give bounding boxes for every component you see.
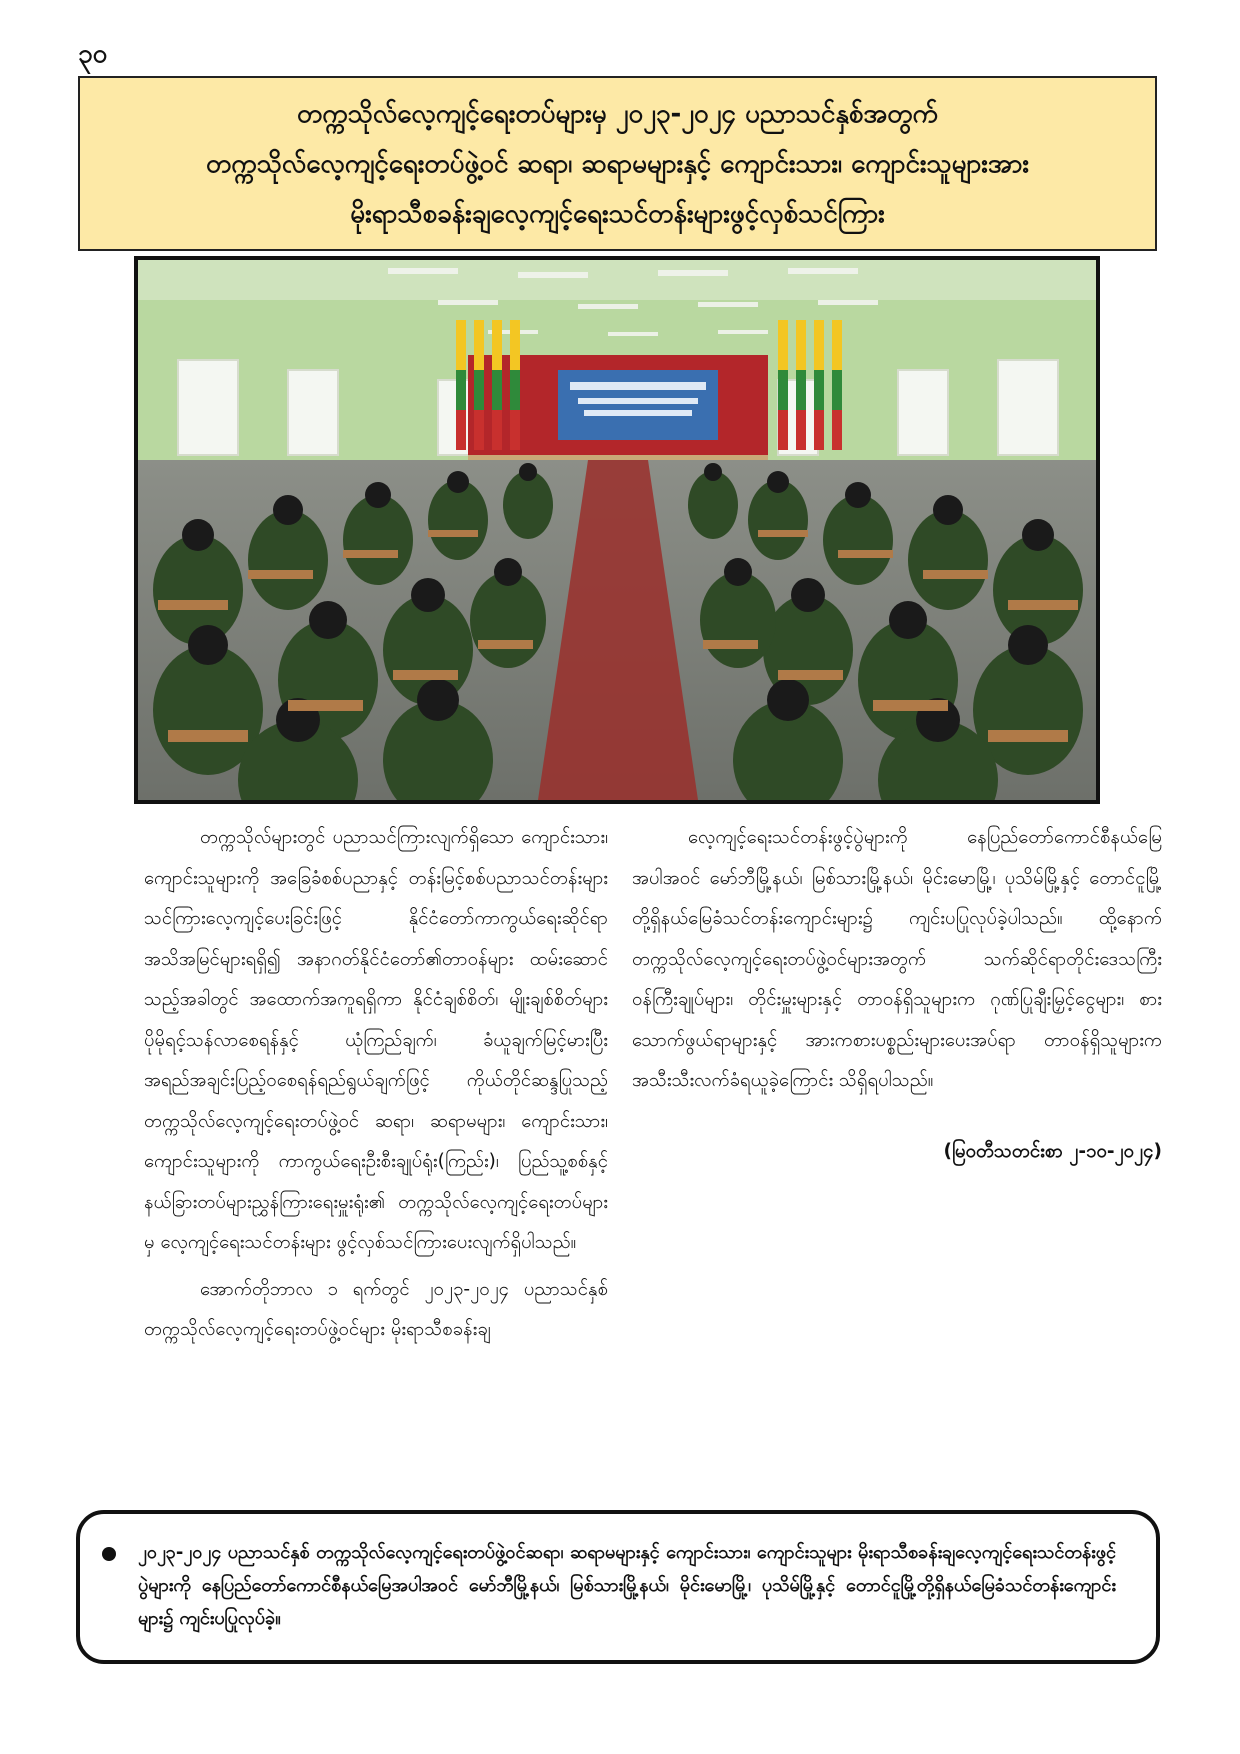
headline-line-1: တက္ကသိုလ်လေ့ကျင့်ရေးတပ်များမှ ၂၀၂၃-၂၀၂၄ ပညာသင်နှစ်အတွက် [296, 98, 938, 129]
event-photo [134, 256, 1100, 804]
news-source-citation: (မြဝတီသတင်းစာ ၂-၁၀-၂၀၂၄) [943, 1140, 1162, 1162]
article-right-column [632, 818, 1162, 1172]
article-left-column [144, 818, 608, 1351]
page-number: ၃၀ [78, 39, 108, 69]
article-paragraph-2: အောက်တိုဘာလ ၁ ရက်တွင် ၂၀၂၃-၂၀၂၄ ပညာသင်နှစ် တက္ကသိုလ်လေ့ကျင့်ရေးတပ်ဖွဲ့ဝင်များ မိုးရာသီစခန်းချ [144, 1278, 608, 1340]
article-paragraph-1: တက္ကသိုလ်များတွင် ပညာသင်ကြားလျက်ရှိသော ကျောင်းသား၊ ကျောင်းသူများကို အခြေခံစစ်ပညာနှင့် တန်းမြင့်စစ်ပညာသင်တန်းများ သင်ကြားလေ့ကျင့်ပေးခြင်းဖြင့် နိုင်ငံတော်ကာကွယ်ရေးဆိုင်ရာ အသိအမြင်များရရှိ၍ အနာဂတ်နိုင်ငံတော်၏တာဝန်များ ထမ်းဆောင်သည့်အခါတွင် အထောက်အကူရရှိကာ နိုင်ငံချစ်စိတ်၊ မျိုးချစ်စိတ်များ ပိုမိုရင့်သန်လာစေရန်နှင့် ယုံကြည်ချက်၊ ခံယူချက်မြင့်မားပြီး အရည်အချင်းပြည့်ဝစေရန်ရည်ရွယ်ချက်ဖြင့် ကိုယ်တိုင်ဆန္ဒပြုသည့် တက္ကသိုလ်လေ့ကျင့်ရေးတပ်ဖွဲ့ဝင် ဆရာ၊ ဆရာမများ၊ ကျောင်းသား၊ ကျောင်းသူများကို ကာကွယ်ရေးဦးစီးချုပ်ရုံး(ကြည်း)၊ ပြည်သူ့စစ်နှင့်နယ်ခြားတပ်များညွှန်ကြားရေးမှူးရုံး၏ တက္ကသိုလ်လေ့ကျင့်ရေးတပ်များမှ လေ့ကျင့်ရေးသင်တန်းများ ဖွင့်လှစ်သင်ကြားပေးလျက်ရှိပါသည်။ [144, 827, 608, 1253]
headline-line-3: မိုးရာသီစခန်းချလေ့ကျင့်ရေးသင်တန်းများဖွင့်လှစ်သင်ကြား [350, 198, 885, 229]
hall-scene-illustration [138, 260, 1096, 800]
summary-box [76, 1510, 1160, 1664]
bullet-icon [102, 1547, 116, 1561]
summary-text: ၂၀၂၃-၂၀၂၄ ပညာသင်နှစ် တက္ကသိုလ်လေ့ကျင့်ရေးတပ်ဖွဲ့ဝင်ဆရာ၊ ဆရာမများနှင့် ကျောင်းသား၊ ကျောင်းသူများ မိုးရာသီစခန်းချလေ့ကျင့်ရေးသင်တန်းဖွင့်ပွဲများကို နေပြည်တော်ကောင်စီနယ်မြေအပါအဝင် မော်ဘီမြို့နယ်၊ မြစ်သားမြို့နယ်၊ မိုင်းမောမြို့၊ ပုသိမ်မြို့နှင့် တောင်ငူမြို့တို့ရှိနယ်မြေခံသင်တန်းကျောင်းများ၌ ကျင်းပပြုလုပ်ခဲ့။ [138, 1542, 1116, 1629]
headline-line-2: တက္ကသိုလ်လေ့ကျင့်ရေးတပ်ဖွဲ့ဝင် ဆရာ၊ ဆရာမများနှင့် ကျောင်းသား၊ ကျောင်းသူများအား [205, 148, 1030, 179]
article-paragraph-3: လေ့ကျင့်ရေးသင်တန်းဖွင့်ပွဲများကို နေပြည်တော်ကောင်စီနယ်မြေအပါအဝင် မော်ဘီမြို့နယ်၊ မြစ်သားမြို့နယ်၊ မိုင်းမောမြို့၊ ပုသိမ်မြို့နှင့် တောင်ငူမြို့တို့ရှိနယ်မြေခံသင်တန်းကျောင်းများ၌ ကျင်းပပြုလုပ်ခဲ့ပါသည်။ ထို့နောက် တက္ကသိုလ်လေ့ကျင့်ရေးတပ်ဖွဲ့ဝင်များအတွက် သက်ဆိုင်ရာတိုင်းဒေသကြီး ဝန်ကြီးချုပ်များ၊ တိုင်းမှူးများနှင့် တာဝန်ရှိသူများက ဂုဏ်ပြုချီးမြှင့်ငွေများ၊ စားသောက်ဖွယ်ရာများနှင့် အားကစားပစ္စည်းများပေးအပ်ရာ တာဝန်ရှိသူများက အသီးသီးလက်ခံရယူခဲ့ကြောင်း သိရှိရပါသည်။ [632, 827, 1162, 1091]
headline-box [78, 76, 1157, 251]
